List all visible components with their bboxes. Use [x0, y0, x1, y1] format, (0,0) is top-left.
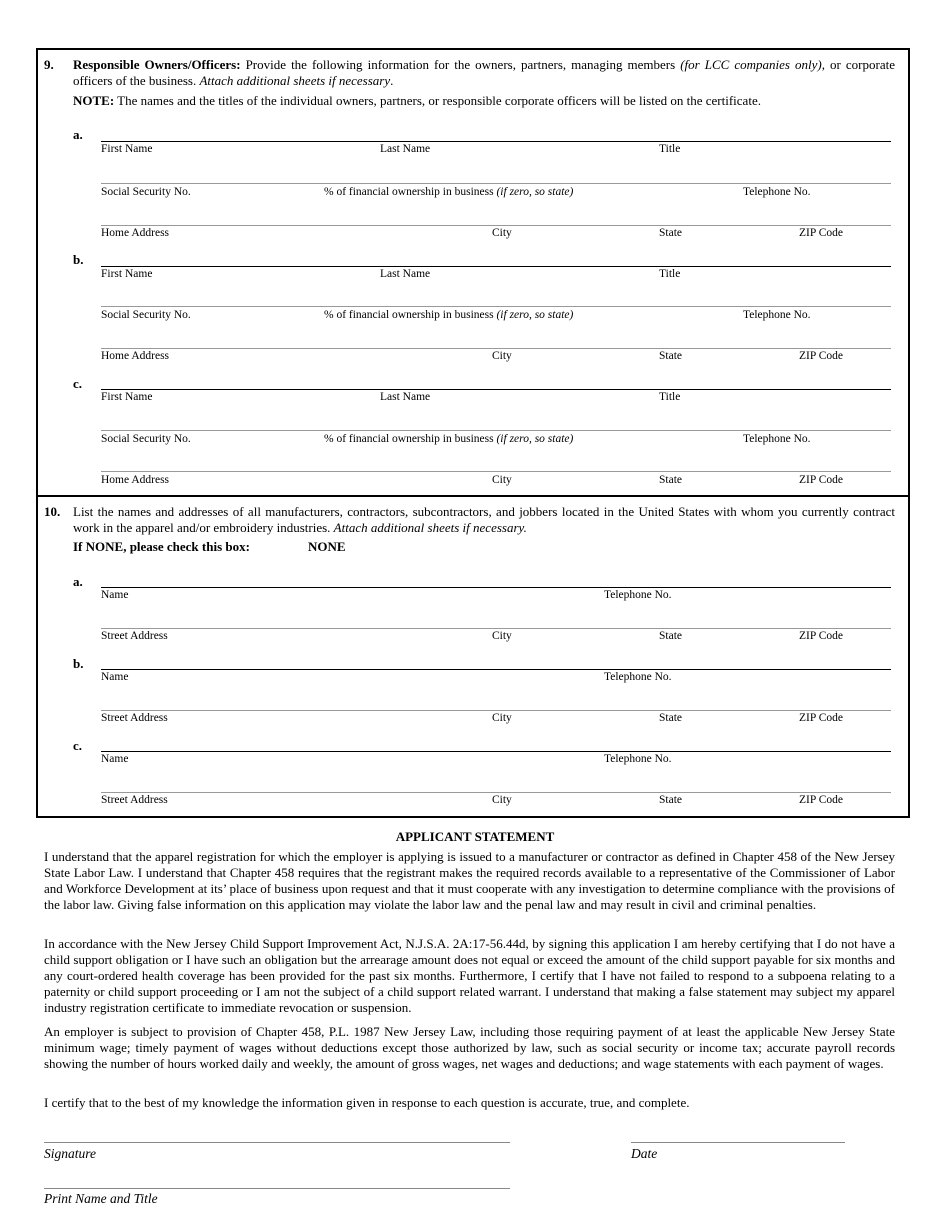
zip-label: ZIP Code — [799, 227, 843, 239]
first-name-label: First Name — [101, 268, 153, 280]
state-label: State — [659, 630, 682, 642]
state-label: State — [659, 712, 682, 724]
entry-letter: a. — [73, 574, 83, 589]
name-phone-field[interactable] — [101, 751, 891, 752]
home-address-field[interactable] — [101, 348, 891, 349]
city-label: City — [492, 630, 512, 642]
telephone-label: Telephone No. — [604, 753, 672, 765]
title-label: Title — [659, 391, 681, 403]
home-address-label: Home Address — [101, 227, 170, 239]
street-address-label: Street Address — [101, 794, 168, 806]
home-address-field[interactable] — [101, 225, 891, 226]
section-9-heading: Responsible Owners/Officers: — [73, 57, 241, 72]
street-address-label: Street Address — [101, 712, 168, 724]
ssn-ownership-phone-field[interactable] — [101, 306, 891, 307]
ssn-ownership-phone-field[interactable] — [101, 183, 891, 184]
name-label: Name — [101, 589, 129, 601]
street-address-field[interactable] — [101, 792, 891, 793]
ssn-label: Social Security No. — [101, 309, 191, 321]
date-label: Date — [631, 1146, 658, 1161]
street-address-label: Street Address — [101, 630, 168, 642]
home-address-field[interactable] — [101, 471, 891, 472]
section-10-number: 10. — [44, 504, 61, 519]
city-label: City — [492, 474, 512, 486]
section-9-number: 9. — [44, 57, 54, 72]
zip-label: ZIP Code — [799, 474, 843, 486]
city-label: City — [492, 227, 512, 239]
street-address-field[interactable] — [101, 710, 891, 711]
name-title-field[interactable] — [101, 141, 891, 142]
name-phone-field[interactable] — [101, 587, 891, 588]
name-phone-field[interactable] — [101, 669, 891, 670]
entry-letter: c. — [73, 738, 83, 753]
state-label: State — [659, 474, 682, 486]
statement-paragraph-4: I certify that to the best of my knowledge the information given in response to each question is accurate, true, and complete. — [44, 1095, 690, 1110]
applicant-statement-title: APPLICANT STATEMENT — [395, 829, 555, 844]
state-label: State — [659, 794, 682, 806]
last-name-label: Last Name — [380, 143, 431, 155]
telephone-label: Telephone No. — [604, 589, 672, 601]
entry-letter: b. — [73, 252, 84, 267]
none-checkbox[interactable]: NONE — [308, 539, 346, 554]
telephone-label: Telephone No. — [743, 433, 811, 445]
home-address-label: Home Address — [101, 474, 170, 486]
city-label: City — [492, 350, 512, 362]
zip-label: ZIP Code — [799, 630, 843, 642]
statement-paragraph-3: An employer is subject to provision of Chapter 458, P.L. 1987 New Jersey Law, including those requiring payment of at least the applicable New Jersey State minimum wage; timely payment of wages without deductions except those authorized by law, such as social security or income tax; accurate payroll records showing the number of hours worked daily and weekly, the amount of gross wages, net wages and deductions; and wage statements with each payment of wages. — [44, 1024, 895, 1071]
print-name-field[interactable] — [44, 1188, 510, 1189]
last-name-label: Last Name — [380, 391, 431, 403]
city-label: City — [492, 712, 512, 724]
date-field[interactable] — [631, 1142, 845, 1143]
last-name-label: Last Name — [380, 268, 431, 280]
telephone-label: Telephone No. — [604, 671, 672, 683]
home-address-label: Home Address — [101, 350, 170, 362]
ownership-label: % of financial ownership in business (if zero, so state) — [324, 433, 574, 445]
print-name-label: Print Name and Title — [44, 1191, 158, 1206]
name-label: Name — [101, 671, 129, 683]
statement-paragraph-2: In accordance with the New Jersey Child Support Improvement Act, N.J.S.A. 2A:17-56.44d, by signing this application I am hereby certifying that I do not have a child support obligation or I have such an obligation but the arrearage amount does not equal or exceed the amount of the child support payable for six months and any court-ordered health coverage has been provided for the past six months. Furthermore, I certify that I have not failed to respond to a subpoena relating to a paternity or child support proceeding or I am not the subject of a child support related warrant. I understand that making a false statement may subject my apparel industry registration certificate to immediate revocation or suspension. — [44, 936, 895, 1015]
city-label: City — [492, 794, 512, 806]
name-title-field[interactable] — [101, 389, 891, 390]
entry-letter: a. — [73, 127, 83, 142]
statement-paragraph-1: I understand that the apparel registration for which the employer is applying is issued to a manufacturer or contractor as defined in Chapter 458 of the New Jersey State Labor Law. I understand that Chapter 458 requires that the registrant makes the required records available to a representative of the Commissioner of Labor and Workforce Development at its’ place of business upon request and that it must cooperate with any investigation to determine compliance with the provisions of the labor law. Giving false information on this application may violate the labor law and the penal law and may result in civil and criminal penalties. — [44, 849, 895, 912]
first-name-label: First Name — [101, 391, 153, 403]
entry-letter: b. — [73, 656, 84, 671]
ssn-label: Social Security No. — [101, 186, 191, 198]
entry-letter: c. — [73, 376, 83, 391]
signature-field[interactable] — [44, 1142, 510, 1143]
zip-label: ZIP Code — [799, 794, 843, 806]
ownership-label: % of financial ownership in business (if zero, so state) — [324, 186, 574, 198]
telephone-label: Telephone No. — [743, 186, 811, 198]
none-prompt: If NONE, please check this box: — [73, 539, 250, 554]
state-label: State — [659, 227, 682, 239]
section-9-intro: Responsible Owners/Officers: Provide the following information for the owners, partners, managing members (for LCC companies only), or corporate officers of the business. Attach additional sheets if necessary. — [73, 57, 895, 88]
ssn-ownership-phone-field[interactable] — [101, 430, 891, 431]
zip-label: ZIP Code — [799, 350, 843, 362]
name-title-field[interactable] — [101, 266, 891, 267]
zip-label: ZIP Code — [799, 712, 843, 724]
ownership-label: % of financial ownership in business (if zero, so state) — [324, 309, 574, 321]
title-label: Title — [659, 143, 681, 155]
street-address-field[interactable] — [101, 628, 891, 629]
telephone-label: Telephone No. — [743, 309, 811, 321]
ssn-label: Social Security No. — [101, 433, 191, 445]
section-10-intro: List the names and addresses of all manufacturers, contractors, subcontractors, and jobbers located in the United States with whom you currently contract work in the apparel and/or embroidery industries. Attach additional sheets if necessary. — [73, 504, 895, 535]
signature-label: Signature — [44, 1146, 96, 1161]
state-label: State — [659, 350, 682, 362]
section-9-note: NOTE: The names and the titles of the individual owners, partners, or responsible corporate officers will be listed on the certificate. — [73, 93, 761, 108]
name-label: Name — [101, 753, 129, 765]
title-label: Title — [659, 268, 681, 280]
first-name-label: First Name — [101, 143, 153, 155]
